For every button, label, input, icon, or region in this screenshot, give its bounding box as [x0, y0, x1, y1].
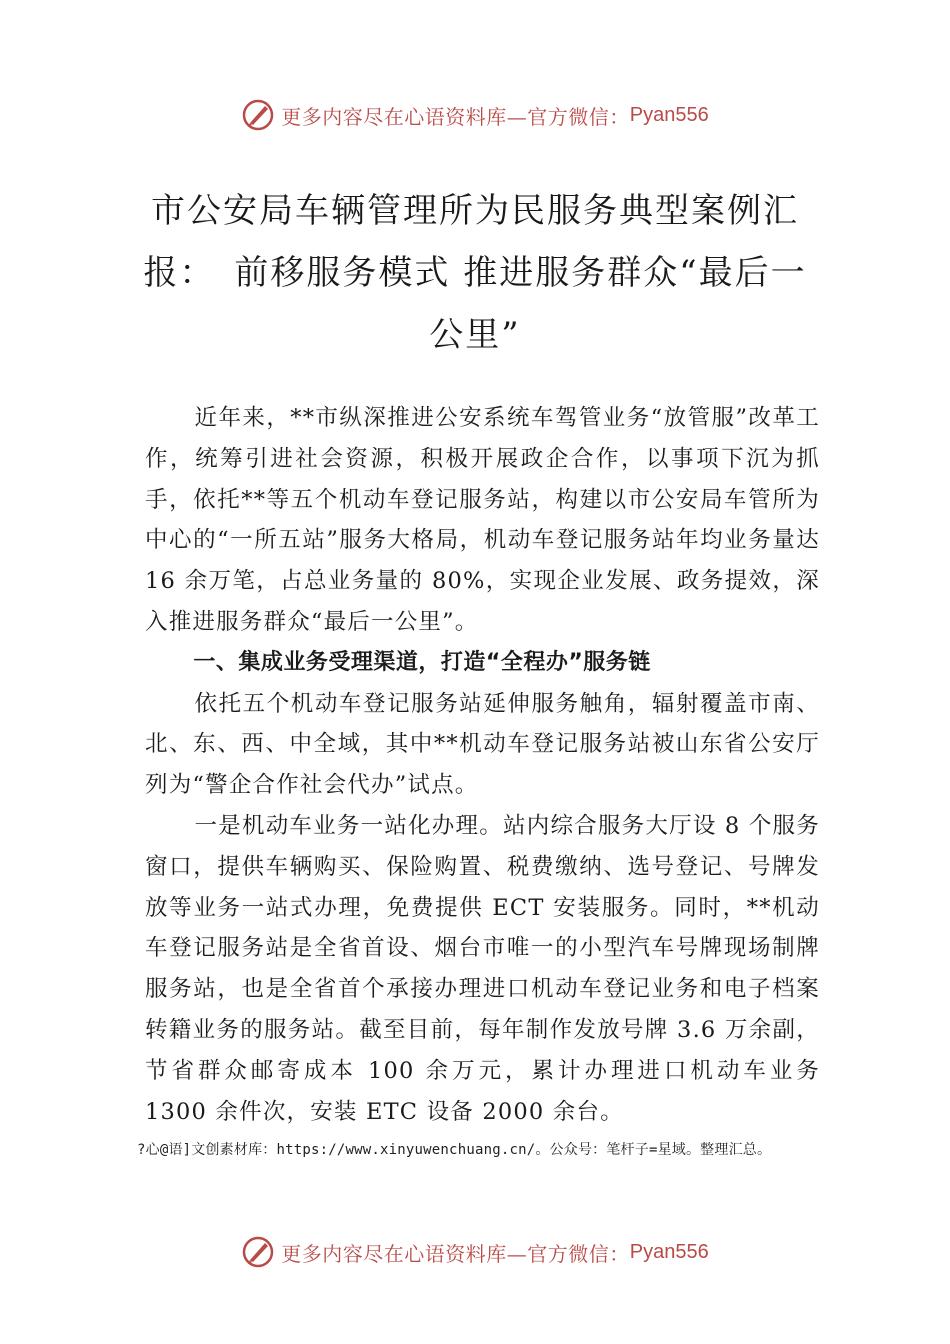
- footer-banner: [0, 1232, 950, 1272]
- banner-wechat-id: Pyan556: [629, 1240, 709, 1263]
- banner-text: 更多内容尽在心语资料库—官方微信：: [281, 1241, 630, 1266]
- document-title: 市公安局车辆管理所为民服务典型案例汇报： 前移服务模式 推进服务群众“最后一公里”: [143, 191, 807, 355]
- paragraph-intro: 近年来，**市纵深推进公安系统车驾管业务“放管服”改革工作，统筹引进社会资源，积极开展政企合作，以事项下沉为抓手，依托**等五个机动车登记服务站，构建以市公安局车管所为中心的“一所五站”服务大格局，机动车登记服务站年均业务量达 16 余万笔，占总业务量的 80%，实现企业发展、政务提效，深入推进服务群众“最后一公里”。: [145, 405, 820, 635]
- section-heading: 一、集成业务受理渠道，打造“全程办”服务链: [193, 649, 651, 675]
- header-banner: [0, 95, 950, 135]
- quill-pen-logo-icon: [241, 98, 275, 132]
- quill-pen-logo-icon: [241, 1235, 275, 1269]
- paragraph-coverage: 依托五个机动车登记服务站延伸服务触角，辐射覆盖市南、北、东、西、中全域，其中**机动车登记服务站被山东省公安厅列为“警企合作社会代办”试点。: [145, 690, 820, 799]
- paragraph-one-stop: 一是机动车业务一站化办理。站内综合服务大厅设 8 个服务窗口，提供车辆购买、保险购置、税费缴纳、选号登记、号牌发放等业务一站式办理，免费提供 ECT 安装服务。同时，**机动车登记服务站是全省首设、烟台市唯一的小型汽车号牌现场制牌服务站，也是全省首个承接办理进口机动车登记业务和电子档案转籍业务的服务站。截至目前，每年制作发放号牌 3.6 万余副，节省群众邮寄成本 100 余万元，累计办理进口机动车业务 1300 余件次，安装 ETC 设备 2000 余台。: [145, 812, 820, 1125]
- footer-note: ?心@语]文创素材库：https://www.xinyuwenchuang.cn/。公众号：笔杆子=星域。整理汇总。: [137, 1142, 772, 1158]
- banner-text: 更多内容尽在心语资料库—官方微信：: [281, 104, 630, 129]
- banner-wechat-id: Pyan556: [629, 103, 709, 126]
- document-body: [145, 398, 820, 1132]
